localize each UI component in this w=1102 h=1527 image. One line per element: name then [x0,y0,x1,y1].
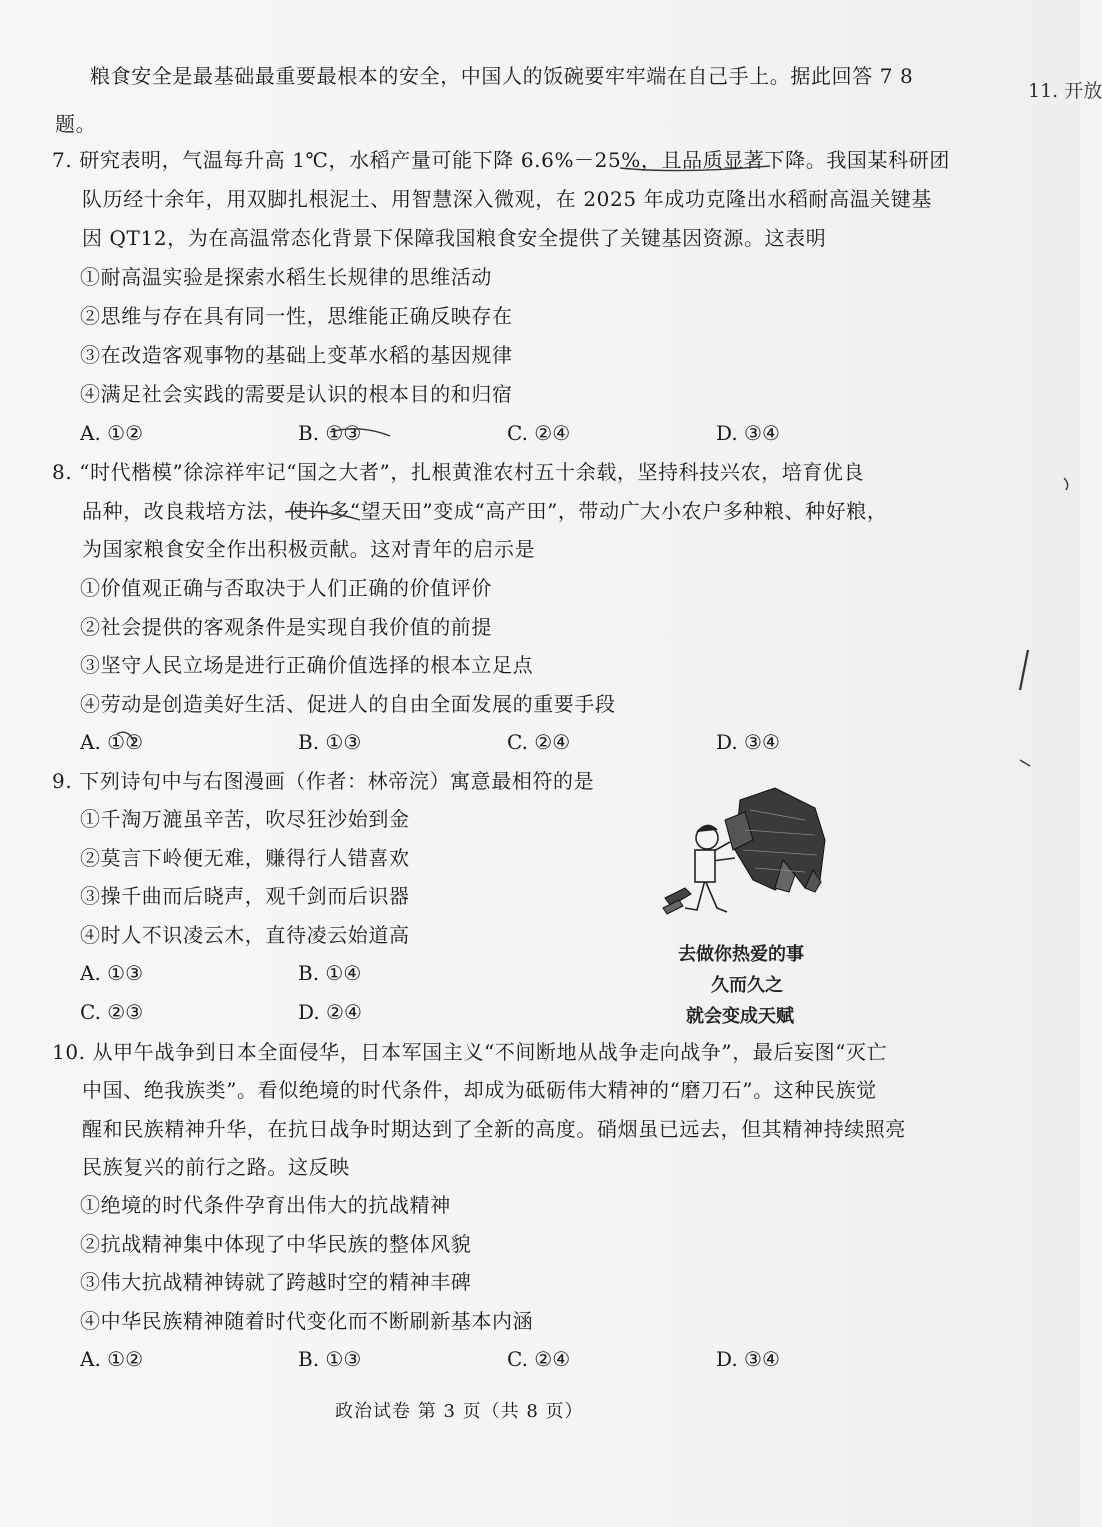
q8-item-2: ②社会提供的客观条件是实现自我价值的前提 [80,615,492,639]
q10-stem-line-2: 中国、绝我族类”。看似绝境的时代条件，却成为砥砺伟大精神的“磨刀石”。这种民族觉 [82,1078,877,1102]
q10-stem-line-1: 10. 从甲午战争到日本全面侵华，日本军国主义“不间断地从战争走向战争”，最后妄图“灭亡 [52,1040,888,1064]
q8-stem-line-1: 8. “时代楷模”徐淙祥牢记“国之大者”，扎根黄淮农村五十余载，坚持科技兴农，培育优良 [52,460,865,484]
q7-stem-line-2: 队历经十余年，用双脚扎根泥土、用智慧深入微观，在 2025 年成功克隆出水稻耐高温关键基 [82,187,933,211]
q9-option-b: B. ①④ [298,961,362,985]
q10-item-4: ④中华民族精神随着时代变化而不断刷新基本内涵 [80,1309,534,1333]
q10-item-2: ②抗战精神集中体现了中华民族的整体风貌 [80,1232,472,1256]
q7-stem-line-3: 因 QT12，为在高温常态化背景下保障我国粮食安全提供了关键基因资源。这表明 [82,226,827,250]
margin-note: 11. 开放 [1028,80,1102,102]
q10-option-d: D. ③④ [716,1347,780,1371]
q8-stem-line-3: 为国家粮食安全作出积极贡献。这对青年的启示是 [82,537,536,561]
q10-item-1: ①绝境的时代条件孕育出伟大的抗战精神 [80,1193,451,1217]
q7-option-d: D. ③④ [716,421,780,445]
q9-item-3: ③操千曲而后晓声，观千剑而后识器 [80,884,410,908]
q10-stem-line-3: 醒和民族精神升华，在抗日战争时期达到了全新的高度。硝烟虽已远去，但其精神持续照亮 [82,1117,906,1141]
q9-option-d: D. ②④ [298,1000,362,1024]
q9-item-4: ④时人不识凌云木，直待凌云始道高 [80,923,410,947]
q9-item-2: ②莫言下岭便无难，赚得行人错喜欢 [80,846,410,870]
cartoon-caption-2: 久而久之 [711,975,783,996]
q8-stem-line-2: 品种，改良栽培方法，使许多“望天田”变成“高产田”，带动广大小农户多种粮、种好粮， [82,499,888,523]
page-footer: 政治试卷 第 3 页（共 8 页） [335,1401,584,1422]
q10-option-a: A. ①② [80,1347,144,1371]
q7-option-b: B. ①③ [298,421,362,445]
q10-option-c: C. ②④ [507,1347,571,1371]
q8-item-4: ④劳动是创造美好生活、促进人的自由全面发展的重要手段 [80,692,616,716]
q7-item-4: ④满足社会实践的需要是认识的根本目的和归宿 [80,382,513,406]
q10-item-3: ③伟大抗战精神铸就了跨越时空的精神丰碑 [80,1270,472,1294]
q7-item-1: ①耐高温实验是探索水稻生长规律的思维活动 [80,265,492,289]
q9-item-1: ①千淘万漉虽辛苦，吹尽狂沙始到金 [80,807,410,831]
q7-option-a: A. ①② [80,421,144,445]
q9-option-a: A. ①③ [80,961,144,985]
cartoon-caption-3: 就会变成天赋 [686,1006,794,1027]
q7-option-c: C. ②④ [507,421,571,445]
q9-option-c: C. ②③ [80,1000,144,1024]
q8-item-1: ①价值观正确与否取决于人们正确的价值评价 [80,576,492,600]
q10-option-b: B. ①③ [298,1347,362,1371]
q7-item-2: ②思维与存在具有同一性，思维能正确反映存在 [80,304,513,328]
q8-item-3: ③坚守人民立场是进行正确价值选择的根本立足点 [80,653,534,677]
q8-option-d: D. ③④ [716,730,780,754]
q7-item-3: ③在改造客观事物的基础上变革水稻的基因规律 [80,343,513,367]
q8-option-c: C. ②④ [507,730,571,754]
cartoon-caption-1: 去做你热爱的事 [678,944,804,965]
q9-stem: 9. 下列诗句中与右图漫画（作者：林帝浣）寓意最相符的是 [52,769,595,793]
intro-line-2: 题。 [55,112,97,136]
q8-option-a: A. ①② [80,730,144,754]
q7-stem-line-1: 7. 研究表明，气温每升高 1℃，水稻产量可能下降 6.6%－25%，且品质显著下降。我国某科研团 [52,148,950,172]
q8-option-b: B. ①③ [298,730,362,754]
intro-line-1: 粮食安全是最基础最重要最根本的安全，中国人的饭碗要牢牢端在自己手上。据此回答 7 8 [90,64,914,88]
q10-stem-line-4: 民族复兴的前行之路。这反映 [82,1155,350,1179]
